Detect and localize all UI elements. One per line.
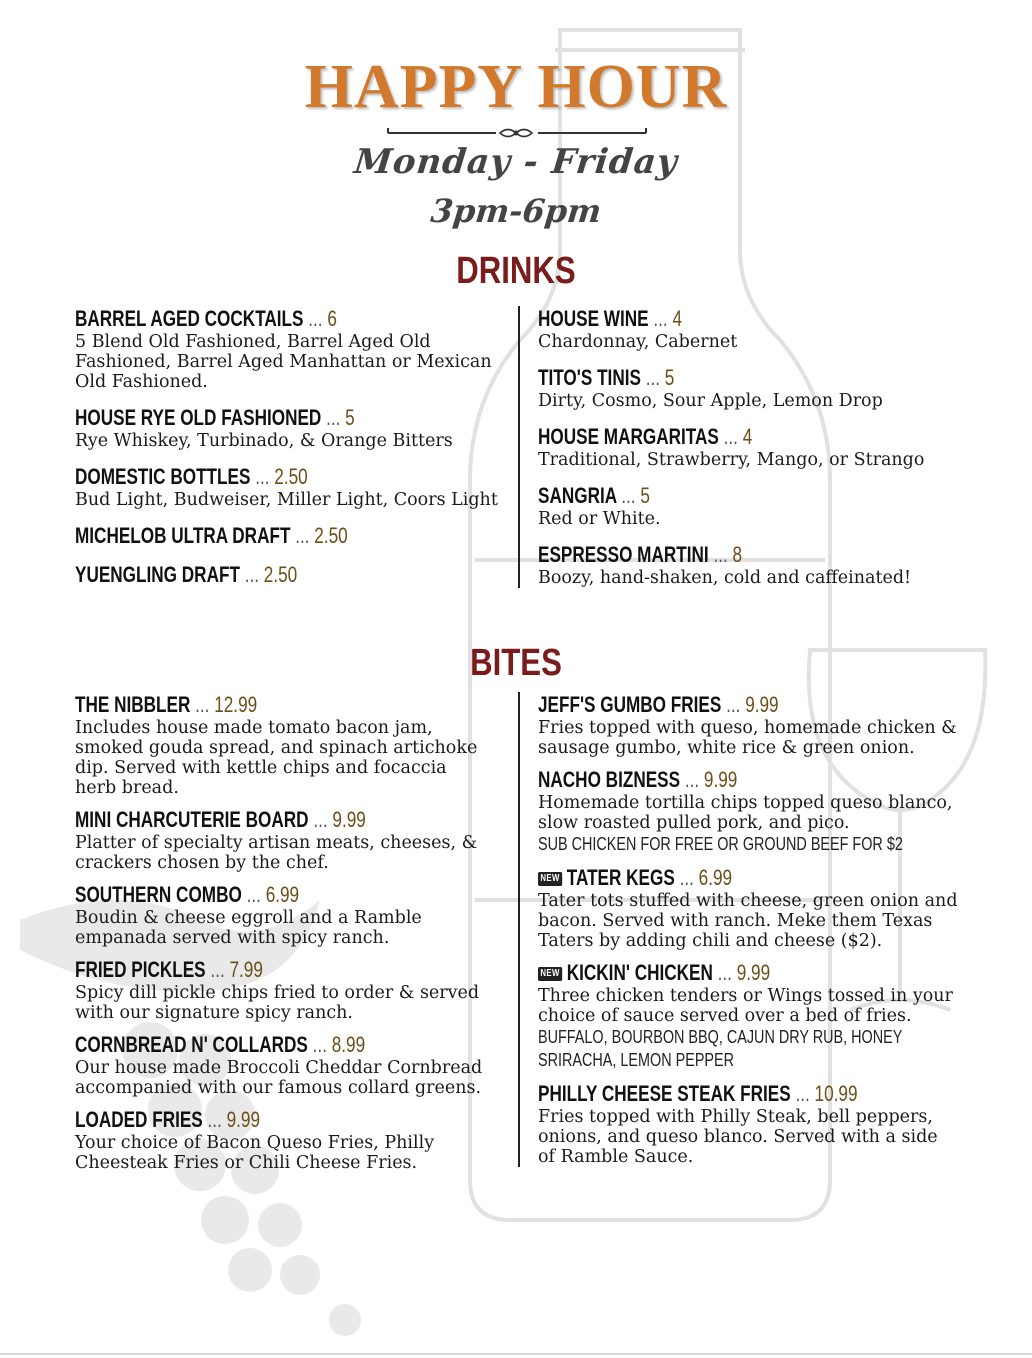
menu-item (75, 464, 500, 510)
item-name: BARREL AGED COCKTAILS (75, 306, 304, 331)
menu-item (538, 306, 958, 352)
item-price: 2.50 (274, 464, 308, 489)
ornament-divider (384, 124, 650, 144)
price-separator: ... (679, 865, 694, 890)
price-separator: ... (713, 542, 728, 567)
item-description: Tater tots stuffed with cheese, green onion and bacon. Served with ranch. Meke them Texas Taters by adding chili and cheese ($2). (538, 891, 958, 951)
item-name: HOUSE WINE (538, 306, 649, 331)
item-name: MINI CHARCUTERIE BOARD (75, 807, 309, 832)
item-price: 9.99 (332, 807, 366, 832)
item-name: TATER KEGS (566, 865, 675, 890)
item-price: 6 (327, 306, 337, 331)
item-name: SOUTHERN COMBO (75, 882, 242, 907)
price-separator: ... (195, 692, 210, 717)
item-description: Dirty, Cosmo, Sour Apple, Lemon Drop (538, 391, 883, 411)
hours-subtitle: 3pm-6pm (428, 192, 604, 230)
item-description: Chardonnay, Cabernet (538, 332, 738, 352)
price-separator: ... (645, 365, 661, 390)
page-bottom-divider (0, 1353, 1032, 1355)
item-price: 9.99 (736, 960, 771, 985)
price-separator: ... (246, 882, 261, 907)
item-price: 4 (672, 306, 683, 331)
menu-item (75, 882, 485, 948)
item-name: MICHELOB ULTRA DRAFT (75, 523, 291, 548)
item-price: 5 (345, 405, 355, 430)
item-price: 9.99 (703, 767, 738, 792)
item-description: 5 Blend Old Fashioned, Barrel Aged Old Fashioned, Barrel Aged Manhattan or Mexican Old Fashioned. (75, 332, 492, 392)
item-description: Red or White. (538, 509, 661, 529)
menu-item (538, 692, 958, 758)
item-note: BUFFALO, BOURBON BBQ, CAJUN DRY RUB, HONEY SRIRACHA, LEMON PEPPER (538, 1027, 903, 1070)
menu-item (538, 365, 958, 411)
menu-item (75, 523, 500, 549)
bites-left-column (75, 692, 485, 1186)
new-badge: NEW (538, 967, 562, 981)
menu-item (75, 957, 485, 1023)
item-name: HOUSE RYE OLD FASHIONED (75, 405, 322, 430)
menu-item (75, 1032, 485, 1098)
new-badge: NEW (538, 872, 562, 886)
price-separator: ... (653, 306, 668, 331)
item-name: ESPRESSO MARTINI (538, 542, 709, 567)
item-price: 2.50 (314, 523, 348, 548)
item-price: 5 (640, 483, 650, 508)
menu-item (75, 807, 485, 873)
price-separator: ... (207, 1107, 222, 1132)
price-separator: ... (295, 523, 310, 548)
menu-item (538, 542, 958, 588)
item-description: Fries topped with queso, homemade chicken & sausage gumbo, white rice & green onion. (538, 718, 957, 758)
item-price: 10.99 (814, 1081, 858, 1106)
menu-item (75, 1107, 485, 1173)
menu-item (75, 562, 500, 588)
item-description: Traditional, Strawberry, Mango, or Strango (538, 450, 925, 470)
price-separator: ... (684, 767, 700, 792)
item-name: PHILLY CHEESE STEAK FRIES (538, 1081, 791, 1106)
price-separator: ... (313, 807, 328, 832)
item-description: Our house made Broccoli Cheddar Cornbread accompanied with our famous collard greens. (75, 1058, 483, 1098)
drinks-left-column (75, 306, 500, 601)
days-subtitle: Monday - Friday (352, 142, 680, 182)
menu-item (538, 960, 958, 1072)
price-separator: ... (244, 562, 260, 587)
item-description: Three chicken tenders or Wings tossed in your choice of sauce served over a bed of fries. (538, 986, 953, 1026)
menu-item (538, 483, 958, 529)
item-name: HOUSE MARGARITAS (538, 424, 719, 449)
item-description: Bud Light, Budweiser, Miller Light, Coors Light (75, 490, 498, 510)
menu-item (75, 405, 500, 451)
item-price: 9.99 (745, 692, 779, 717)
item-name: DOMESTIC BOTTLES (75, 464, 251, 489)
item-name: FRIED PICKLES (75, 957, 206, 982)
item-name: LOADED FRIES (75, 1107, 203, 1132)
price-separator: ... (255, 464, 270, 489)
item-price: 12.99 (214, 692, 258, 717)
item-price: 2.50 (263, 562, 298, 587)
item-name: SANGRIA (538, 483, 617, 508)
page-title: HAPPY HOUR (304, 53, 728, 121)
item-description: Your choice of Bacon Queso Fries, Philly Cheesteak Fries or Chili Cheese Fries. (75, 1133, 435, 1173)
item-note: SUB CHICKEN FOR FREE OR GROUND BEEF FOR $2 (538, 834, 903, 854)
item-price: 5 (664, 365, 675, 390)
price-separator: ... (726, 692, 741, 717)
item-price: 8.99 (331, 1032, 366, 1057)
item-price: 6.99 (698, 865, 733, 890)
menu-item (75, 692, 485, 798)
item-name: KICKIN' CHICKEN (566, 960, 713, 985)
item-description: Platter of specialty artisan meats, cheeses, & crackers chosen by the chef. (75, 833, 478, 873)
price-separator: ... (312, 1032, 327, 1057)
item-price: 6.99 (265, 882, 300, 907)
drinks-right-column (518, 306, 958, 588)
price-separator: ... (210, 957, 225, 982)
item-price: 4 (742, 424, 753, 449)
item-price: 8 (732, 542, 743, 567)
item-description: Includes house made tomato bacon jam, smoked gouda spread, and spinach artichoke dip. Served with kettle chips and focaccia herb bread. (75, 718, 478, 798)
price-separator: ... (795, 1081, 810, 1106)
price-separator: ... (326, 405, 341, 430)
item-name: CORNBREAD N' COLLARDS (75, 1032, 308, 1057)
item-description: Fries topped with Philly Steak, bell peppers, onions, and queso blanco. Served with a side of Ramble Sauce. (538, 1107, 938, 1167)
item-description: Homemade tortilla chips topped queso blanco, slow roasted pulled pork, and pico. (538, 793, 953, 833)
drinks-heading: DRINKS (456, 250, 576, 292)
menu-item (538, 1081, 958, 1167)
item-price: 9.99 (226, 1107, 261, 1132)
price-separator: ... (717, 960, 732, 985)
item-description: Boudin & cheese eggroll and a Ramble empanada served with spicy ranch. (75, 908, 422, 948)
menu-item (538, 865, 958, 951)
bites-heading: BITES (470, 642, 562, 684)
bites-right-column (518, 692, 958, 1167)
price-separator: ... (621, 483, 636, 508)
item-name: TITO'S TINIS (538, 365, 641, 390)
menu-item (538, 767, 958, 856)
item-name: YUENGLING DRAFT (75, 562, 240, 587)
menu-item (538, 424, 958, 470)
price-separator: ... (723, 424, 738, 449)
item-description: Rye Whiskey, Turbinado, & Orange Bitters (75, 431, 453, 451)
item-name: NACHO BIZNESS (538, 767, 681, 792)
item-description: Boozy, hand-shaken, cold and caffeinated! (538, 568, 912, 588)
price-separator: ... (308, 306, 323, 331)
item-name: JEFF'S GUMBO FRIES (538, 692, 722, 717)
item-price: 7.99 (229, 957, 263, 982)
menu-item (75, 306, 500, 392)
item-name: THE NIBBLER (75, 692, 191, 717)
item-description: Spicy dill pickle chips fried to order & served with our signature spicy ranch. (75, 983, 480, 1023)
